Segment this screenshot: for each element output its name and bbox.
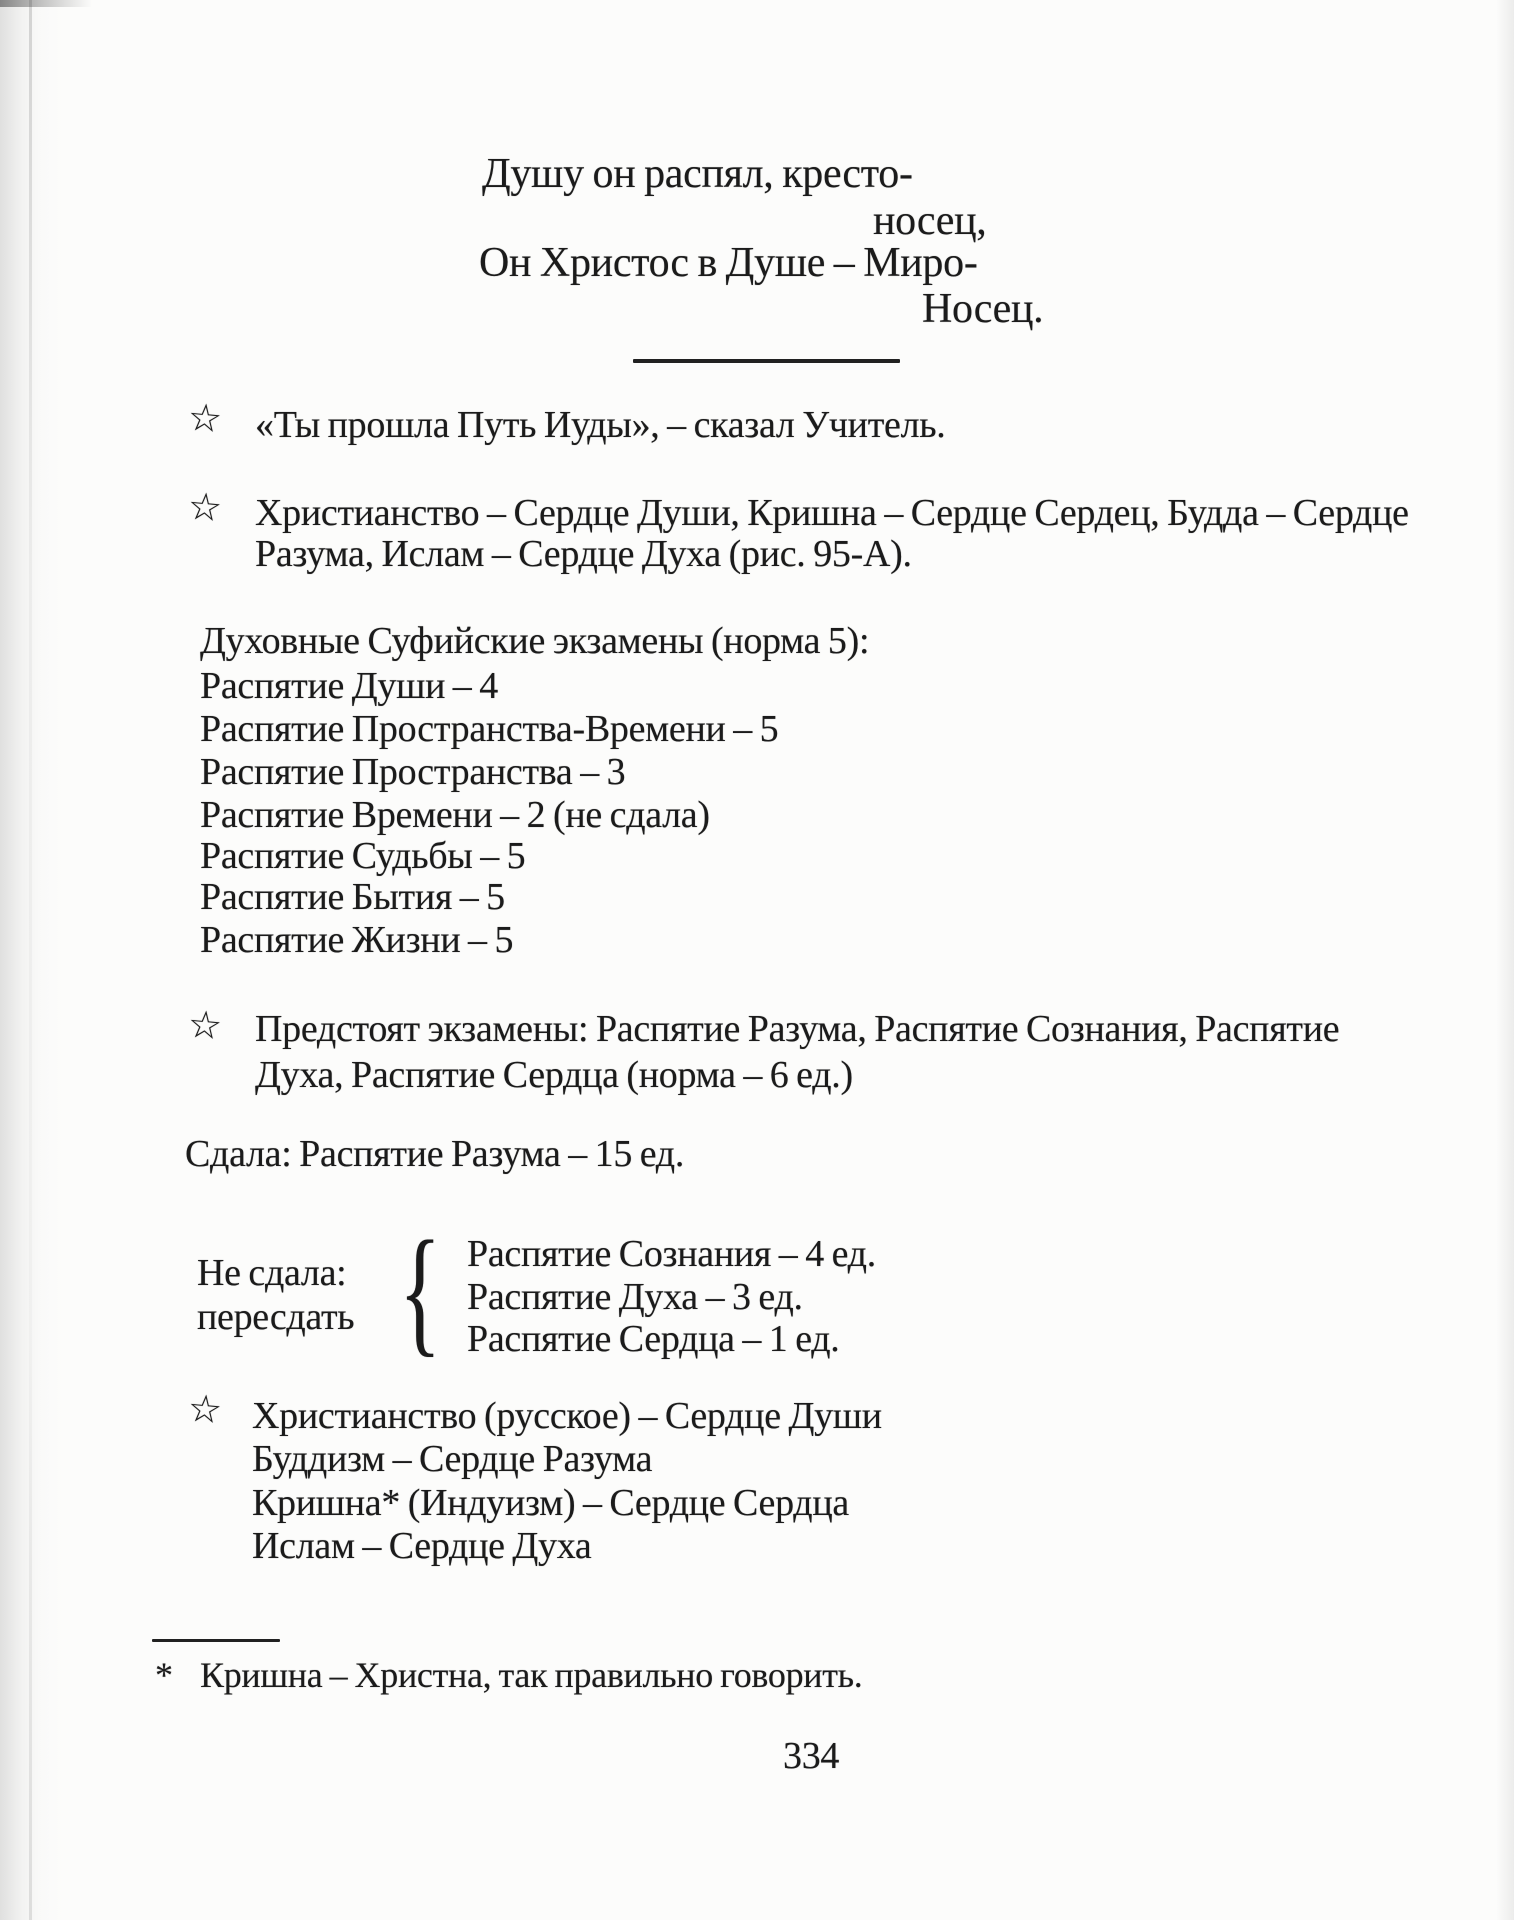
scan-smudge-top-left [0, 0, 92, 7]
exam-result-line: Распятие Судьбы – 5 [200, 835, 526, 877]
bullet2-line-1: Христианство – Сердце Души, Кришна – Сердце Сердец, Будда – Сердце [255, 492, 1409, 534]
footnote-marker: * [155, 1655, 173, 1695]
scan-edge-shadow-right [1496, 0, 1514, 1920]
star-bullet-icon: ☆ [186, 1385, 224, 1433]
retake-item: Распятие Сознания – 4 ед. [467, 1233, 876, 1275]
verse-line-3: Он Христос в Душе – Миро- [479, 240, 978, 286]
bullet1-text: «Ты прошла Путь Иуды», – сказал Учитель. [255, 404, 946, 446]
religion-line: Христианство (русское) – Сердце Души [252, 1395, 882, 1437]
scan-streak-left [29, 0, 32, 1920]
star-bullet-icon: ☆ [186, 483, 224, 531]
bullet3-line-2: Духа, Распятие Сердца (норма – 6 ед.) [255, 1054, 853, 1096]
exam-result-line: Распятие Пространства – 3 [200, 751, 626, 793]
footnote-rule [152, 1639, 280, 1642]
passed-exams-line: Сдала: Распятие Разума – 15 ед. [185, 1133, 685, 1175]
exam-result-line: Распятие Жизни – 5 [200, 919, 514, 961]
scan-edge-shadow-left [0, 0, 64, 1920]
exams-heading: Духовные Суфийские экзамены (норма 5): [200, 620, 870, 662]
retake-label-line-1: Не сдала: [197, 1252, 347, 1294]
verse-line-1: Душу он распял, кресто- [482, 151, 913, 197]
left-brace-glyph: { [398, 1211, 442, 1369]
retake-label-line-2: пересдать [197, 1296, 355, 1338]
verse-line-2: носец, [873, 198, 987, 244]
bullet3-line-1: Предстоят экзамены: Распятие Разума, Распятие Сознания, Распятие [255, 1008, 1340, 1050]
bullet2-line-2: Разума, Ислам – Сердце Духа (рис. 95-А). [255, 533, 912, 575]
exam-result-line: Распятие Времени – 2 (не сдала) [200, 794, 710, 836]
footnote-text: Кришна – Христна, так правильно говорить. [200, 1655, 863, 1695]
verse-line-4: Носец. [922, 286, 1044, 332]
retake-item: Распятие Духа – 3 ед. [467, 1276, 803, 1318]
exam-result-line: Распятие Бытия – 5 [200, 876, 505, 918]
star-bullet-icon: ☆ [186, 1001, 224, 1049]
religion-line: Ислам – Сердце Духа [252, 1525, 592, 1567]
page-number: 334 [783, 1735, 840, 1777]
star-bullet-icon: ☆ [186, 394, 224, 442]
religion-line: Кришна* (Индуизм) – Сердце Сердца [252, 1482, 849, 1524]
exam-result-line: Распятие Пространства-Времени – 5 [200, 708, 779, 750]
section-divider-rule [633, 359, 900, 363]
retake-item: Распятие Сердца – 1 ед. [467, 1318, 840, 1360]
exam-result-line: Распятие Души – 4 [200, 665, 498, 707]
religion-line: Буддизм – Сердце Разума [252, 1438, 653, 1480]
